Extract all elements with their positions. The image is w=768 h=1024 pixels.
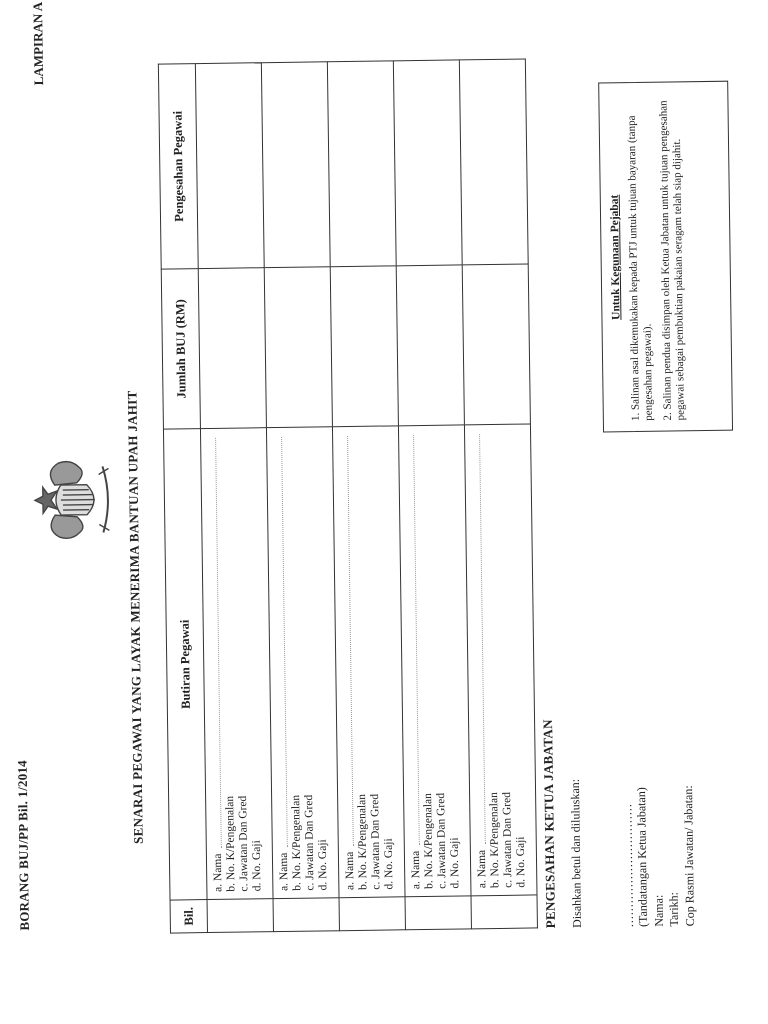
table-row bbox=[393, 60, 471, 930]
cell-butiran bbox=[266, 427, 339, 899]
officer-detail-label: d. No. Gaji bbox=[316, 839, 330, 891]
officer-detail-label: c. Jawatan Dan Gred bbox=[501, 791, 515, 888]
cell-butiran bbox=[398, 425, 471, 897]
cell-pengesahan[interactable] bbox=[195, 63, 264, 269]
cell-pengesahan[interactable] bbox=[393, 60, 462, 266]
appendix-label: LAMPIRAN A bbox=[29, 1, 47, 86]
officer-detail-label: d. No. Gaji bbox=[250, 840, 264, 892]
table-row bbox=[459, 59, 537, 929]
officer-detail-label: c. Jawatan Dan Gred bbox=[303, 794, 317, 891]
table-row bbox=[195, 63, 273, 933]
cell-bil bbox=[405, 896, 471, 930]
column-header-jumlah: Jumlah BUJ (RM) bbox=[161, 269, 200, 430]
column-header-butiran: Butiran Pegawai bbox=[163, 429, 207, 900]
cell-pengesahan[interactable] bbox=[327, 61, 396, 267]
cell-butiran bbox=[200, 428, 273, 900]
officer-detail-label: a. Nama bbox=[475, 849, 489, 889]
officer-detail-label: c. Jawatan Dan Gred bbox=[435, 792, 449, 889]
office-use-note-2: 2. Salinan pendua disimpan oleh Ketua Jabatan untuk tujuan pengesahan pegawai sebagai pembuktian pakaian seragam telah siap dijahit. bbox=[657, 100, 687, 421]
officer-details-list bbox=[206, 429, 264, 892]
officer-detail-label: d. No. Gaji bbox=[382, 838, 396, 890]
officer-detail-label: a. Nama bbox=[409, 850, 423, 890]
column-header-pengesahan: Pengesahan Pegawai bbox=[158, 64, 198, 269]
officer-details-list bbox=[404, 427, 462, 890]
officer-detail-label: a. Nama bbox=[277, 852, 291, 892]
cell-bil bbox=[471, 895, 537, 929]
officer-detail-label: d. No. Gaji bbox=[514, 836, 528, 888]
officer-detail-label: b. No. K/Pengenalan bbox=[290, 794, 304, 891]
cell-bil bbox=[339, 897, 405, 931]
officer-detail-label: d. No. Gaji bbox=[448, 837, 462, 889]
cell-bil bbox=[273, 898, 339, 932]
cell-jumlah[interactable] bbox=[264, 267, 332, 428]
office-use-note-1: 1. Salinan asal dikemukakan kepada PTJ untuk tujuan bayaran (tanpa pengesahan pegawai). bbox=[625, 115, 655, 422]
cell-bil bbox=[207, 899, 273, 933]
officer-detail-label: b. No. K/Pengenalan bbox=[488, 792, 502, 889]
officer-detail-label: c. Jawatan Dan Gred bbox=[369, 793, 383, 890]
confirmation-title: PENGESAHAN KETUA JABATAN bbox=[540, 719, 558, 929]
signature-label: (Tandatangan Ketua Jabatan) bbox=[634, 787, 650, 928]
form-code: BORANG BUJ/PP Bil. 1/2014 bbox=[14, 760, 32, 931]
table-row bbox=[261, 62, 339, 932]
cell-jumlah[interactable] bbox=[396, 265, 464, 426]
cell-jumlah[interactable] bbox=[330, 266, 398, 427]
officer-detail-label: b. No. K/Pengenalan bbox=[422, 793, 436, 890]
office-use-box bbox=[598, 81, 733, 433]
cell-butiran bbox=[332, 426, 405, 898]
officer-detail-label: a. Nama bbox=[211, 853, 225, 892]
cell-pengesahan[interactable] bbox=[261, 62, 330, 268]
form-title: SENARAI PEGAWAI YANG LAYAK MENERIMA BANTUAN UPAH JAHIT bbox=[124, 390, 146, 845]
column-header-bil: Bil. bbox=[170, 900, 207, 934]
confirmation-subtitle: Disahkan betul dan diluluskan: bbox=[567, 778, 584, 928]
table-row bbox=[327, 61, 405, 931]
officer-detail-label: c. Jawatan Dan Gred bbox=[237, 795, 251, 892]
officer-detail-label: b. No. K/Pengenalan bbox=[224, 795, 238, 892]
officer-details-list bbox=[470, 426, 528, 889]
date-label: Tarikh: bbox=[666, 891, 681, 927]
name-label: Nama: bbox=[651, 894, 666, 927]
officer-detail-label: a. Nama bbox=[343, 851, 357, 891]
cell-butiran bbox=[464, 424, 537, 896]
coat-of-arms-emblem bbox=[28, 454, 113, 545]
officer-detail-label: b. No. K/Pengenalan bbox=[356, 793, 370, 890]
stamp-label: Cop Rasmi Jawatan/ Jabatan: bbox=[680, 785, 697, 927]
officer-details-list bbox=[272, 428, 330, 891]
cell-jumlah[interactable] bbox=[198, 268, 266, 429]
eligible-staff-table bbox=[158, 59, 538, 934]
office-use-title: Untuk Kegunaan Pejabat bbox=[608, 194, 623, 320]
signature-line: ............................... bbox=[620, 803, 636, 928]
officer-details-list bbox=[338, 427, 396, 890]
cell-pengesahan[interactable] bbox=[459, 59, 528, 265]
cell-jumlah[interactable] bbox=[462, 264, 530, 425]
